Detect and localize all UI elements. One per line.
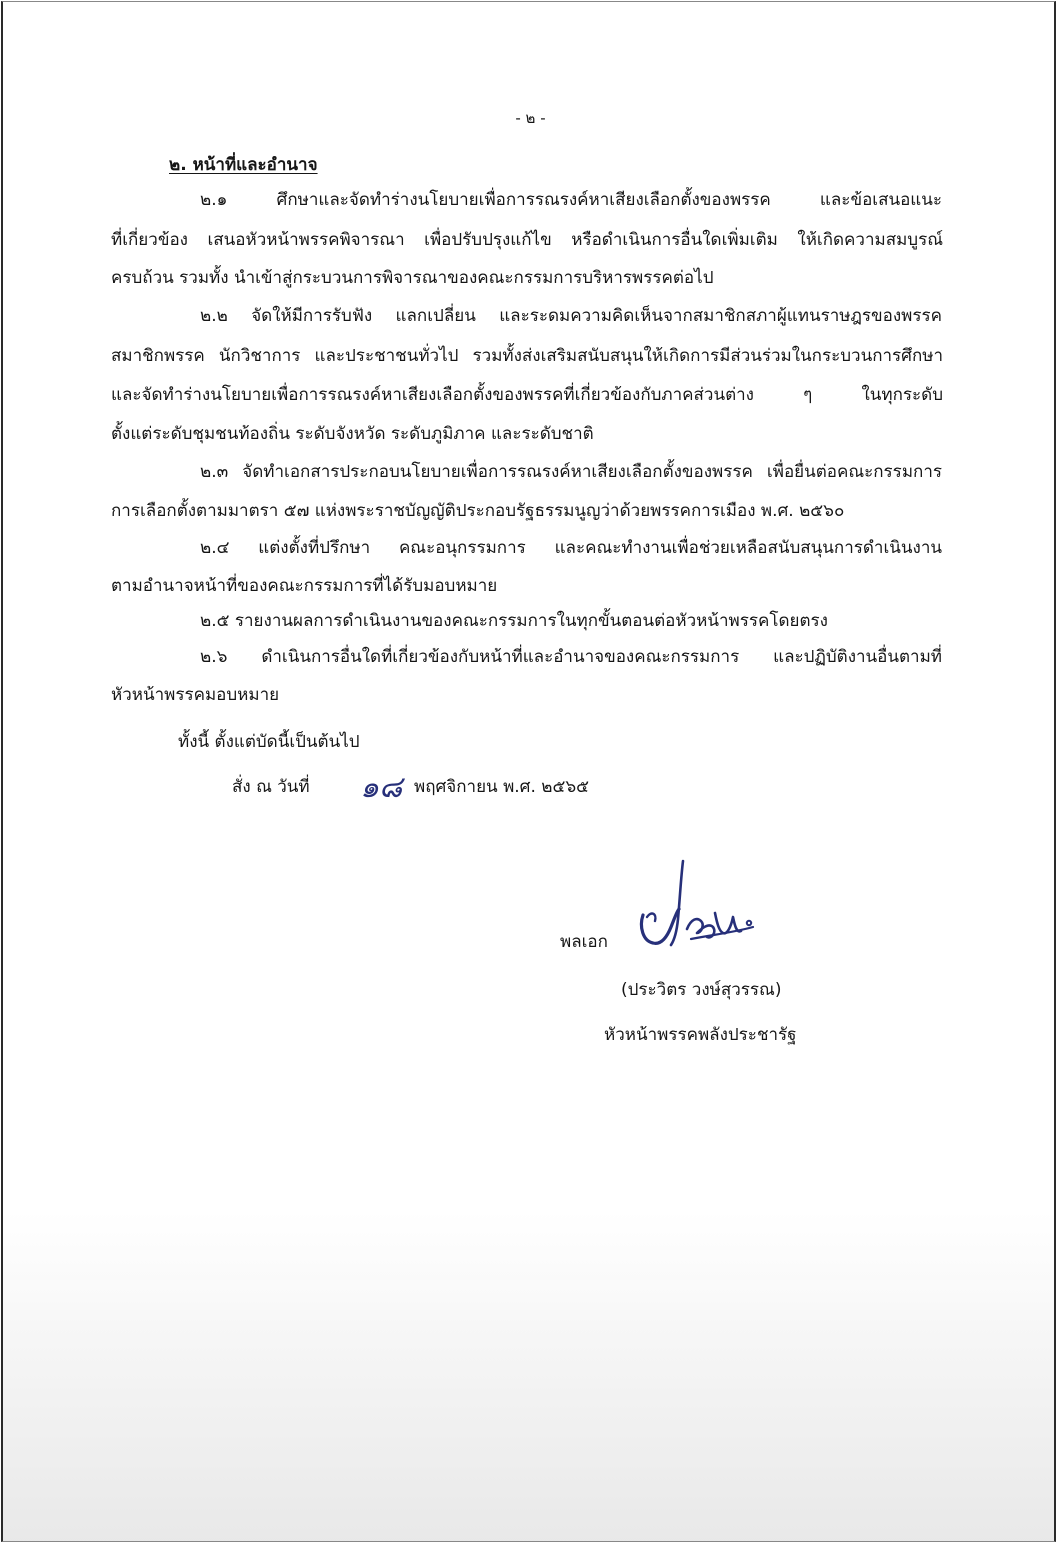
document-page	[1, 1, 1056, 1542]
para-2-2-line-4: ตั้งแต่ระดับชุมชนท้องถิ่น ระดับจังหวัด ระดับภูมิภาค และระดับชาติ	[111, 424, 594, 444]
signatory-rank: พลเอก	[560, 932, 608, 952]
para-2-3-line-1: ๒.๓ จัดทำเอกสารประกอบนโยบายเพื่อการรณรงค์หาเสียงเลือกตั้งของพรรค เพื่อยื่นต่อคณะกรรมการ	[200, 462, 942, 482]
para-2-5-line-1: ๒.๕ รายงานผลการดำเนินงานของคณะกรรมการในทุกขั้นตอนต่อหัวหน้าพรรคโดยตรง	[200, 611, 828, 631]
para-2-6-line-2: หัวหน้าพรรคมอบหมาย	[111, 685, 280, 705]
para-2-2-line-1: ๒.๒ จัดให้มีการรับฟัง แลกเปลี่ยน และระดมความคิดเห็นจากสมาชิกสภาผู้แทนราษฎรของพรรค	[200, 306, 942, 326]
para-2-2-line-2: สมาชิกพรรค นักวิชาการ และประชาชนทั่วไป รวมทั้งส่งเสริมสนับสนุนให้เกิดการมีส่วนร่วมในกระบวนการศึกษา	[111, 346, 943, 366]
handwritten-signature	[631, 857, 761, 957]
para-2-1-line-1: ๒.๑ ศึกษาและจัดทำร่างนโยบายเพื่อการรณรงค์หาเสียงเลือกตั้งของพรรค และข้อเสนอแนะ	[200, 190, 942, 210]
effective-statement: ทั้งนี้ ตั้งแต่บัดนี้เป็นต้นไป	[178, 732, 360, 752]
section-heading: ๒. หน้าที่และอำนาจ	[169, 155, 318, 175]
para-2-2-line-3: และจัดทำร่างนโยบายเพื่อการรณรงค์หาเสียงเลือกตั้งของพรรคที่เกี่ยวข้องกับภาคส่วนต่าง ๆ ในทุกระดับ	[111, 385, 943, 405]
order-date-prefix: สั่ง ณ วันที่	[232, 777, 310, 797]
signatory-name: (ประวิตร วงษ์สุวรรณ)	[621, 980, 782, 1000]
order-date-month-year: พฤศจิกายน พ.ศ. ๒๕๖๕	[414, 777, 590, 797]
para-2-4-line-2: ตามอำนาจหน้าที่ของคณะกรรมการที่ได้รับมอบหมาย	[111, 576, 498, 596]
para-2-4-line-1: ๒.๔ แต่งตั้งที่ปรึกษา คณะอนุกรรมการ และคณะทำงานเพื่อช่วยเหลือสนับสนุนการดำเนินงาน	[200, 538, 942, 558]
para-2-1-line-2: ที่เกี่ยวข้อง เสนอหัวหน้าพรรคพิจารณา เพื่อปรับปรุงแก้ไข หรือดำเนินการอื่นใดเพิ่มเติม ให้เกิดความสมบูรณ์	[111, 230, 943, 250]
order-date-day-handwritten: ๑๘	[360, 770, 403, 805]
scan-shadow	[3, 1211, 1054, 1541]
para-2-1-line-3: ครบถ้วน รวมทั้ง นำเข้าสู่กระบวนการพิจารณาของคณะกรรมการบริหารพรรคต่อไป	[111, 268, 714, 288]
para-2-6-line-1: ๒.๖ ดำเนินการอื่นใดที่เกี่ยวข้องกับหน้าที่และอำนาจของคณะกรรมการ และปฏิบัติงานอื่นตามที่	[200, 647, 942, 667]
signatory-title: หัวหน้าพรรคพลังประชารัฐ	[604, 1025, 797, 1045]
page-number: - ๒ -	[515, 109, 546, 127]
para-2-3-line-2: การเลือกตั้งตามมาตรา ๕๗ แห่งพระราชบัญญัติประกอบรัฐธรรมนูญว่าด้วยพรรคการเมือง พ.ศ. ๒๕๖๐	[111, 501, 845, 521]
